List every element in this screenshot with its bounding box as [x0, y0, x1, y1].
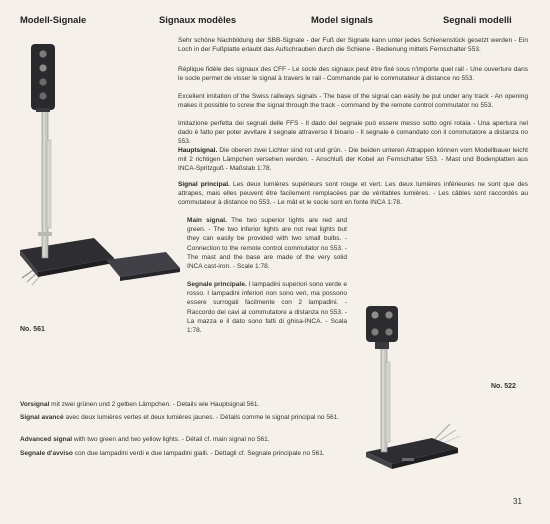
signal-lamp-red [39, 50, 46, 57]
main-signal-german-text: Die oberen zwei Lichter sind rot und grün. - Die beiden unteren Attrappen können vom Modellbauer leicht mit 2 richtigen Lämpchen versehen werden. - Anschluß der Kobel an Fernschalter 553. - Mast und Bodenplatten aus INCA-Spritzguß - Maßstab 1:78. [178, 147, 528, 173]
page-number: 31 [513, 497, 522, 506]
main-signal-561-illustration [16, 32, 186, 292]
header-italian: Segnali modelli [443, 14, 512, 25]
main-signal-italian-text: I lampadini superiori sono verde e rosso. I lampadini inferiori non sono veri, ma possono essere surrogati facilmente con 2 lampadini. - Raccordo dei cavi al commutatore a distanza no 553. - La mazza e il dato sono fatti di ghisa-INCA. - Scala 1:78. [187, 281, 348, 335]
advance-signal-italian [20, 449, 380, 458]
signal-lamp-yellow [385, 328, 392, 335]
advance-signal-french [20, 413, 380, 422]
advance-signal-english [20, 435, 380, 444]
advance-signal-french-title: Signal avancé [20, 414, 64, 421]
label-no-561: No. 561 [20, 326, 45, 333]
main-signal-english [187, 216, 347, 271]
advance-signal-italian-title: Segnale d'avviso [20, 450, 73, 457]
advance-signal-italian-text: con due lampadini verdi e due lampadini gialli. - Dettagli cf. Segnale principale no 561. [72, 450, 325, 457]
main-signal-italian-title: Segnale principale. [187, 281, 247, 288]
header-french: Signaux modèles [159, 14, 237, 25]
intro-french: Réplique fidèle des signaux des CFF - Le socle des signaux peut être fixé sous n'importe quel rail - Une ouverture dans le socle permet de visser le signal à travers le rail - Commande par le commutateur à distance no 553. [178, 66, 528, 83]
main-signal-italian [187, 280, 347, 335]
signal-lamp-green [39, 64, 46, 71]
advance-signal-german [20, 400, 380, 409]
main-signal-english-text: The two superior lights are red and green. - The two inferior lights are not real lights but they can easily be provided with two small bulbs. - Connection to the remote control commutator no 553. - The mast and the base are made of the very solid INCA cast-iron. - Scale 1:78. [187, 217, 347, 271]
intro-english: Excellent imitation of the Swiss railways signals - The base of the signal can easily be put under any track - An opening makes it possible to screw the signal through the track - command by the remote control commutator no 553. [178, 93, 528, 110]
main-signal-french-text: Les deux lumières supérieurs sont rouge et vert. Les deux lumières inférieures ne sont que des attrapes, mais elles peuvent être facilement remplacées par de véritables lumières. - Les câbles sont raccordés au commutateur à distance no 553. - Le mât et le socle sont en fonte INCA 1:78. [178, 181, 528, 207]
advance-signal-german-title: Vorsignal [20, 401, 50, 408]
signal-ladder [386, 362, 390, 442]
intro-german: Sehr schöne Nachbildung der SBB-Signale - der Fuß der Signale kann unter jedes Schienenstück gesetzt werden - Ein Loch in der Fußplatte erlaubt das Aufschrauben durch die Schiene - Bedienung mittels Fernschalter 553. [178, 37, 528, 54]
intro-italian: Imitazione perfetta dei segnali delle FFS - Il dado del segnale può essere messo sotto ogni rotaia - Una apertura nel dado è fatto per poter avvitare il segnale attraverso il binario - Il segnale è comandato con il commutatore a distanza no 553. [178, 120, 528, 146]
main-signal-english-title: Main signal. [187, 217, 227, 224]
header-german: Modell-Signale [20, 14, 87, 25]
signal-lamp-green [385, 311, 392, 318]
signal-wire [434, 424, 450, 440]
advance-signal-english-text: with two green and two yellow lights. - Détail cf. main signal no 561. [72, 436, 270, 443]
main-signal-french-title: Signal principal. [178, 181, 230, 188]
header-english: Model signals [311, 14, 373, 25]
signal-wire [437, 430, 456, 442]
signal-lamp-green [371, 311, 378, 318]
signal-ladder [47, 140, 51, 228]
signal-lamp-yellow [371, 328, 378, 335]
signal-lamp-dummy [39, 78, 46, 85]
advance-signal-german-text: mit zwei grünen und 2 gelben Lämpchen. - Details wie Hauptsignal 561. [49, 401, 260, 408]
label-no-522: No. 522 [491, 383, 516, 390]
signal-head [366, 306, 398, 342]
main-signal-german [178, 146, 528, 174]
signal-lamp-dummy [39, 92, 46, 99]
main-signal-german-title: Hauptsignal. [178, 147, 218, 154]
advance-signal-french-text: avec deux lumières vertes et deux lumières jaunes. - Détails comme le signal principal no 561. [63, 414, 340, 421]
main-signal-french [178, 180, 528, 208]
advance-signal-english-title: Advanced signal [20, 436, 73, 443]
